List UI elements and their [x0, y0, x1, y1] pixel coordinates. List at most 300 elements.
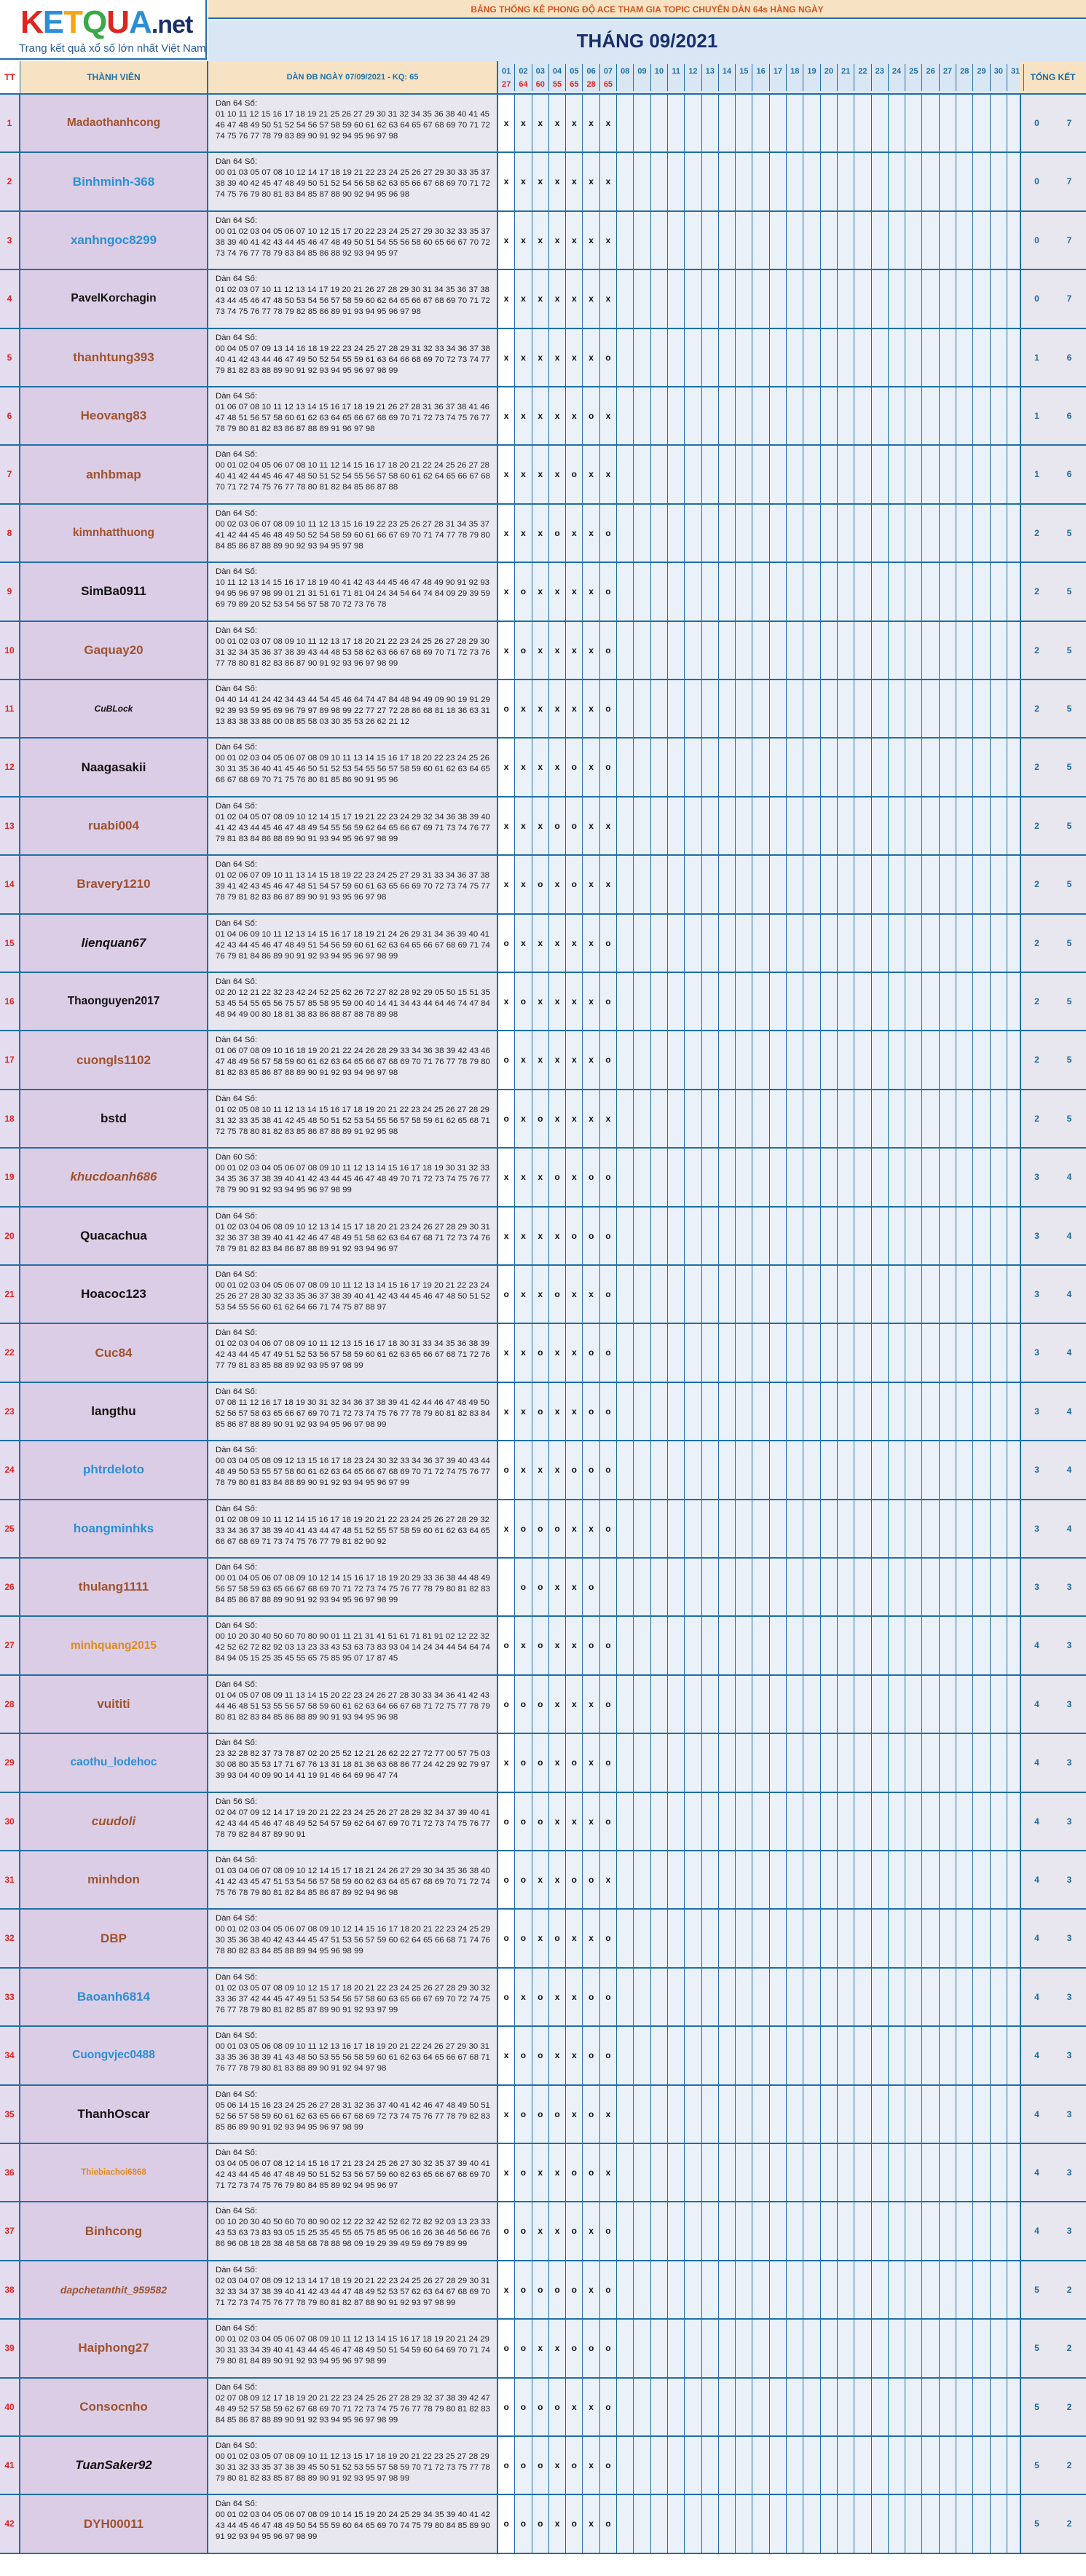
day-mark [905, 153, 922, 210]
member-name[interactable]: Naagasakii [20, 738, 208, 795]
row-number: 3 [0, 212, 20, 269]
miss-count: 3 [1020, 1266, 1052, 1323]
day-mark [736, 212, 752, 269]
day-mark [854, 2202, 871, 2259]
day-mark: x [549, 270, 566, 327]
day-mark: x [566, 1500, 583, 1557]
member-name[interactable]: phtrdeloto [20, 1441, 208, 1498]
day-mark [973, 915, 990, 972]
day-mark: x [600, 446, 617, 503]
dan-numbers [208, 1969, 498, 2025]
logo-letter: U [106, 4, 130, 40]
day-mark [617, 915, 634, 972]
day-mark: x [498, 2261, 515, 2318]
day-mark [668, 622, 685, 679]
miss-count: 5 [1020, 2261, 1052, 2318]
row-number: 8 [0, 505, 20, 562]
day-mark: o [549, 1910, 566, 1966]
day-mark: x [532, 2202, 549, 2259]
day-mark [753, 212, 770, 269]
day-mark: o [600, 1324, 617, 1381]
hit-count: 7 [1052, 95, 1086, 151]
day-mark [634, 329, 650, 386]
miss-count: 3 [1020, 1559, 1052, 1615]
day-mark [991, 2027, 1007, 2084]
day-mark [973, 446, 990, 503]
day-mark [838, 797, 854, 854]
day-mark: x [515, 915, 532, 972]
day-mark [651, 856, 668, 913]
day-header: 16 [753, 64, 770, 79]
day-mark: o [498, 1441, 515, 1498]
day-mark [702, 1324, 719, 1381]
day-mark [719, 563, 736, 620]
day-mark [787, 505, 803, 562]
day-mark [923, 973, 940, 1030]
day-mark [685, 1324, 701, 1381]
member-name[interactable]: khucdoanh686 [20, 1149, 208, 1205]
member-name[interactable]: PavelKorchagin [20, 270, 208, 327]
day-mark [617, 797, 634, 854]
member-name[interactable]: Binhcong [20, 2202, 208, 2259]
day-mark [905, 1676, 922, 1733]
day-result [940, 79, 956, 91]
day-mark [956, 1324, 973, 1381]
day-mark [736, 1676, 752, 1733]
day-mark [940, 212, 956, 269]
day-mark [923, 1969, 940, 2025]
member-name[interactable]: vuititi [20, 1676, 208, 1733]
day-mark [685, 1910, 701, 1966]
member-name[interactable]: Gaquay20 [20, 622, 208, 679]
day-mark [753, 1617, 770, 1674]
day-mark [702, 505, 719, 562]
day-mark: x [600, 270, 617, 327]
member-name[interactable]: bstd [20, 1090, 208, 1147]
day-mark [905, 2027, 922, 2084]
day-mark [668, 2086, 685, 2143]
member-name[interactable]: thulang1111 [20, 1559, 208, 1615]
day-header: 11 [668, 64, 685, 79]
day-mark [940, 2320, 956, 2376]
day-mark: x [549, 1851, 566, 1908]
member-name[interactable]: caothu_lodehoc [20, 1734, 208, 1791]
member-name[interactable]: Bravery1210 [20, 856, 208, 913]
day-result [719, 79, 736, 91]
day-mark [889, 2086, 905, 2143]
day-mark [770, 2261, 787, 2318]
day-mark [719, 2261, 736, 2318]
day-mark [668, 1383, 685, 1440]
logo-suffix: .net [151, 11, 193, 39]
day-mark [685, 1676, 701, 1733]
member-name[interactable]: thanhtung393 [20, 329, 208, 386]
day-mark [668, 1793, 685, 1850]
member-name[interactable]: Hoacoc123 [20, 1266, 208, 1323]
day-mark [821, 1383, 838, 1440]
day-mark: x [498, 212, 515, 269]
day-mark [702, 1441, 719, 1498]
day-header: 24 [889, 64, 905, 79]
day-mark [905, 1441, 922, 1498]
day-mark: x [498, 1734, 515, 1791]
member-name[interactable]: anhbmap [20, 446, 208, 503]
day-mark [803, 95, 820, 151]
day-mark [889, 212, 905, 269]
day-mark: x [549, 1559, 566, 1615]
day-mark [651, 738, 668, 795]
day-mark [973, 2320, 990, 2376]
member-name[interactable]: xanhngoc8299 [20, 212, 208, 269]
day-mark [872, 915, 889, 972]
miss-count: 4 [1020, 1793, 1052, 1850]
day-mark [719, 270, 736, 327]
member-name[interactable]: Baoanh6814 [20, 1969, 208, 2025]
day-mark [702, 270, 719, 327]
day-mark [668, 270, 685, 327]
day-mark: o [600, 1676, 617, 1733]
day-mark [719, 1969, 736, 2025]
day-mark [702, 2202, 719, 2259]
day-mark [991, 563, 1007, 620]
day-mark [770, 1734, 787, 1791]
day-mark [787, 2027, 803, 2084]
day-mark [940, 1149, 956, 1205]
member-name[interactable]: minhdon [20, 1851, 208, 1908]
header-tt: TT [0, 61, 20, 94]
day-mark [634, 680, 650, 737]
day-mark [770, 563, 787, 620]
day-mark [872, 1969, 889, 2025]
day-mark: o [515, 2144, 532, 2201]
day-mark [838, 1851, 854, 1908]
day-mark [719, 2202, 736, 2259]
day-mark [736, 1969, 752, 2025]
day-mark [770, 2437, 787, 2494]
day-mark: o [600, 329, 617, 386]
member-name[interactable]: CuBLock [20, 680, 208, 737]
day-mark [702, 1383, 719, 1440]
day-mark [940, 1734, 956, 1791]
day-mark: x [583, 446, 600, 503]
row-number: 12 [0, 738, 20, 795]
day-mark: o [566, 856, 583, 913]
day-mark [956, 1441, 973, 1498]
day-mark: x [498, 153, 515, 210]
member-name[interactable]: ruabi004 [20, 797, 208, 854]
logo-block[interactable] [0, 0, 207, 60]
day-mark [617, 2027, 634, 2084]
member-name[interactable]: cuongls1102 [20, 1031, 208, 1088]
member-name[interactable]: dapchetanthit_959582 [20, 2261, 208, 2318]
member-name[interactable]: Cuc84 [20, 1324, 208, 1381]
day-mark [634, 2202, 650, 2259]
day-mark [991, 270, 1007, 327]
member-name[interactable]: langthu [20, 1383, 208, 1440]
row-number: 20 [0, 1208, 20, 1264]
member-name[interactable]: Quacachua [20, 1208, 208, 1264]
day-mark: x [515, 1617, 532, 1674]
day-mark: x [515, 1149, 532, 1205]
day-mark [719, 2495, 736, 2552]
day-mark [736, 2027, 752, 2084]
day-mark [923, 2379, 940, 2435]
day-mark [905, 1031, 922, 1088]
day-mark [854, 1910, 871, 1966]
day-mark [854, 563, 871, 620]
day-mark [821, 1441, 838, 1498]
member-name[interactable]: Cuongvjec0488 [20, 2027, 208, 2084]
day-mark [991, 1676, 1007, 1733]
day-mark [617, 1324, 634, 1381]
day-mark: o [498, 915, 515, 972]
day-mark [905, 973, 922, 1030]
day-mark [991, 505, 1007, 562]
day-mark [905, 1969, 922, 2025]
day-mark [753, 1090, 770, 1147]
day-mark: x [515, 1383, 532, 1440]
day-mark [668, 1441, 685, 1498]
day-mark [719, 446, 736, 503]
day-mark [617, 1676, 634, 1733]
member-name[interactable]: kimnhatthuong [20, 505, 208, 562]
day-mark [600, 1559, 617, 1615]
day-mark [736, 622, 752, 679]
member-name[interactable]: SimBa0911 [20, 563, 208, 620]
day-mark [719, 1851, 736, 1908]
member-name[interactable]: TuanSaker92 [20, 2437, 208, 2494]
day-mark [753, 1500, 770, 1557]
day-mark [787, 1383, 803, 1440]
day-mark: x [549, 1208, 566, 1264]
day-mark [803, 797, 820, 854]
day-mark [719, 973, 736, 1030]
dan-title: Dàn 64 Số: [216, 1621, 257, 1631]
day-mark: x [583, 738, 600, 795]
day-mark [753, 1851, 770, 1908]
day-mark: x [532, 1149, 549, 1205]
day-mark [923, 212, 940, 269]
day-mark [803, 622, 820, 679]
day-mark [770, 387, 787, 444]
member-name[interactable]: Madaothanhcong [20, 95, 208, 151]
day-mark: x [583, 680, 600, 737]
day-mark [854, 856, 871, 913]
day-mark: o [583, 2320, 600, 2376]
day-mark [617, 1149, 634, 1205]
day-mark [787, 153, 803, 210]
day-mark: o [600, 1910, 617, 1966]
day-mark [821, 2086, 838, 2143]
day-mark [940, 2261, 956, 2318]
member-name[interactable]: Thaonguyen2017 [20, 973, 208, 1030]
day-mark [854, 153, 871, 210]
day-mark: x [515, 1031, 532, 1088]
miss-count: 0 [1020, 270, 1052, 327]
dan-list: 01 02 05 08 10 11 12 13 14 15 16 17 18 19 20 21 22 23 24 25 26 27 28 29 31 32 33 35 38 41 42 45 48 50 51 52 53 54 55 56 57 58 59 61 62 65 68 71 72 75 78 80 81 82 83 85 86 87 88 89 91 92 95 98 [216, 1105, 490, 1136]
day-mark: o [515, 1676, 532, 1733]
day-mark: x [566, 2379, 583, 2435]
day-mark [973, 2437, 990, 2494]
day-mark [923, 2144, 940, 2201]
day-mark: x [566, 1559, 583, 1615]
day-result [905, 79, 922, 91]
day-mark [923, 1851, 940, 1908]
day-mark [803, 1031, 820, 1088]
day-mark: o [515, 2027, 532, 2084]
day-mark [702, 2261, 719, 2318]
day-mark [821, 2437, 838, 2494]
day-mark [889, 270, 905, 327]
day-mark [668, 738, 685, 795]
day-mark: o [532, 2379, 549, 2435]
day-mark: o [498, 1676, 515, 1733]
day-mark: o [600, 622, 617, 679]
day-mark [803, 2202, 820, 2259]
day-mark [956, 973, 973, 1030]
dan-numbers [208, 1324, 498, 1381]
day-mark [872, 1910, 889, 1966]
day-mark [736, 1910, 752, 1966]
day-mark: x [600, 387, 617, 444]
day-mark: x [498, 387, 515, 444]
member-name[interactable]: DBP [20, 1910, 208, 1966]
day-mark [634, 738, 650, 795]
dan-list: 00 02 03 06 07 08 09 10 11 12 13 15 16 19 22 23 25 26 27 28 31 34 35 37 41 42 44 45 46 48 49 50 52 54 58 59 60 61 66 67 69 70 71 74 77 78 79 80 84 85 86 87 88 89 90 92 93 94 95 97 98 [216, 519, 490, 551]
member-name[interactable]: Consocnho [20, 2379, 208, 2435]
day-mark [940, 2086, 956, 2143]
day-result [872, 79, 889, 91]
day-mark [905, 505, 922, 562]
day-mark [803, 1266, 820, 1323]
member-name[interactable]: Binhminh-368 [20, 153, 208, 210]
dan-title: Dàn 64 Số: [216, 1094, 257, 1103]
day-mark [923, 1910, 940, 1966]
day-mark [702, 797, 719, 854]
miss-count: 4 [1020, 1910, 1052, 1966]
day-mark [905, 1851, 922, 1908]
day-mark [973, 153, 990, 210]
day-mark: o [549, 797, 566, 854]
day-mark: x [549, 856, 566, 913]
day-mark [617, 2261, 634, 2318]
day-mark [702, 1090, 719, 1147]
dan-title: Dàn 64 Số: [216, 2148, 257, 2157]
day-mark: x [532, 153, 549, 210]
member-name[interactable]: Thiebiachoi6868 [20, 2144, 208, 2201]
day-header: 13 [702, 64, 719, 79]
day-mark [753, 973, 770, 1030]
day-mark [617, 1090, 634, 1147]
day-mark [634, 1441, 650, 1498]
row-number: 17 [0, 1031, 20, 1088]
day-mark [940, 1500, 956, 1557]
day-mark [668, 2495, 685, 2552]
day-mark: o [498, 1090, 515, 1147]
day-mark: x [600, 856, 617, 913]
day-mark [991, 446, 1007, 503]
day-mark [973, 1383, 990, 1440]
member-name[interactable]: Heovang83 [20, 387, 208, 444]
day-mark [753, 622, 770, 679]
day-mark [803, 856, 820, 913]
day-mark [617, 153, 634, 210]
day-mark: x [549, 1617, 566, 1674]
day-mark [651, 1149, 668, 1205]
day-mark [872, 856, 889, 913]
miss-count: 4 [1020, 2027, 1052, 2084]
day-mark [685, 2320, 701, 2376]
member-name[interactable]: minhquang2015 [20, 1617, 208, 1674]
day-mark: o [549, 2261, 566, 2318]
day-mark [668, 446, 685, 503]
day-mark [854, 2086, 871, 2143]
day-result [702, 79, 719, 91]
day-mark [685, 1208, 701, 1264]
row-number: 31 [0, 1851, 20, 1908]
miss-count: 4 [1020, 2202, 1052, 2259]
day-mark [753, 387, 770, 444]
dan-numbers [208, 1031, 498, 1088]
day-mark [923, 2437, 940, 2494]
dan-title: Dàn 64 Số: [216, 1914, 257, 1923]
member-name[interactable]: hoangminhks [20, 1500, 208, 1557]
day-mark [956, 2320, 973, 2376]
day-mark [838, 1266, 854, 1323]
day-mark [668, 856, 685, 913]
day-mark [685, 915, 701, 972]
day-mark [651, 1734, 668, 1791]
day-mark: x [515, 387, 532, 444]
day-mark [736, 680, 752, 737]
day-mark [821, 2144, 838, 2201]
hit-count: 4 [1052, 1441, 1086, 1498]
day-mark: o [583, 1617, 600, 1674]
day-mark [956, 1500, 973, 1557]
day-mark [702, 212, 719, 269]
dan-numbers [208, 446, 498, 503]
day-mark: x [532, 505, 549, 562]
member-name[interactable]: Haiphong27 [20, 2320, 208, 2376]
day-mark [685, 2144, 701, 2201]
member-name[interactable]: cuudoli [20, 1793, 208, 1850]
day-mark [821, 1559, 838, 1615]
dan-title: Dàn 64 Số: [216, 1211, 257, 1221]
day-mark [940, 329, 956, 386]
dan-numbers [208, 95, 498, 151]
day-mark [668, 1500, 685, 1557]
member-name[interactable]: lienquan67 [20, 915, 208, 972]
day-mark [973, 1208, 990, 1264]
member-name[interactable]: ThanhOscar [20, 2086, 208, 2143]
day-mark: x [583, 2437, 600, 2494]
miss-count: 2 [1020, 856, 1052, 913]
day-mark [940, 2202, 956, 2259]
day-mark: o [532, 2261, 549, 2318]
member-name[interactable]: DYH00011 [20, 2495, 208, 2552]
day-mark [770, 1617, 787, 1674]
dan-title: Dàn 60 Số: [216, 1153, 257, 1162]
day-mark [787, 2261, 803, 2318]
day-mark [668, 387, 685, 444]
day-mark [889, 2144, 905, 2201]
day-mark [617, 1441, 634, 1498]
day-mark [889, 2495, 905, 2552]
dan-title: Dàn 64 Số: [216, 2500, 257, 2509]
day-mark: x [532, 387, 549, 444]
day-mark: x [549, 2320, 566, 2376]
hit-count: 4 [1052, 1208, 1086, 1264]
